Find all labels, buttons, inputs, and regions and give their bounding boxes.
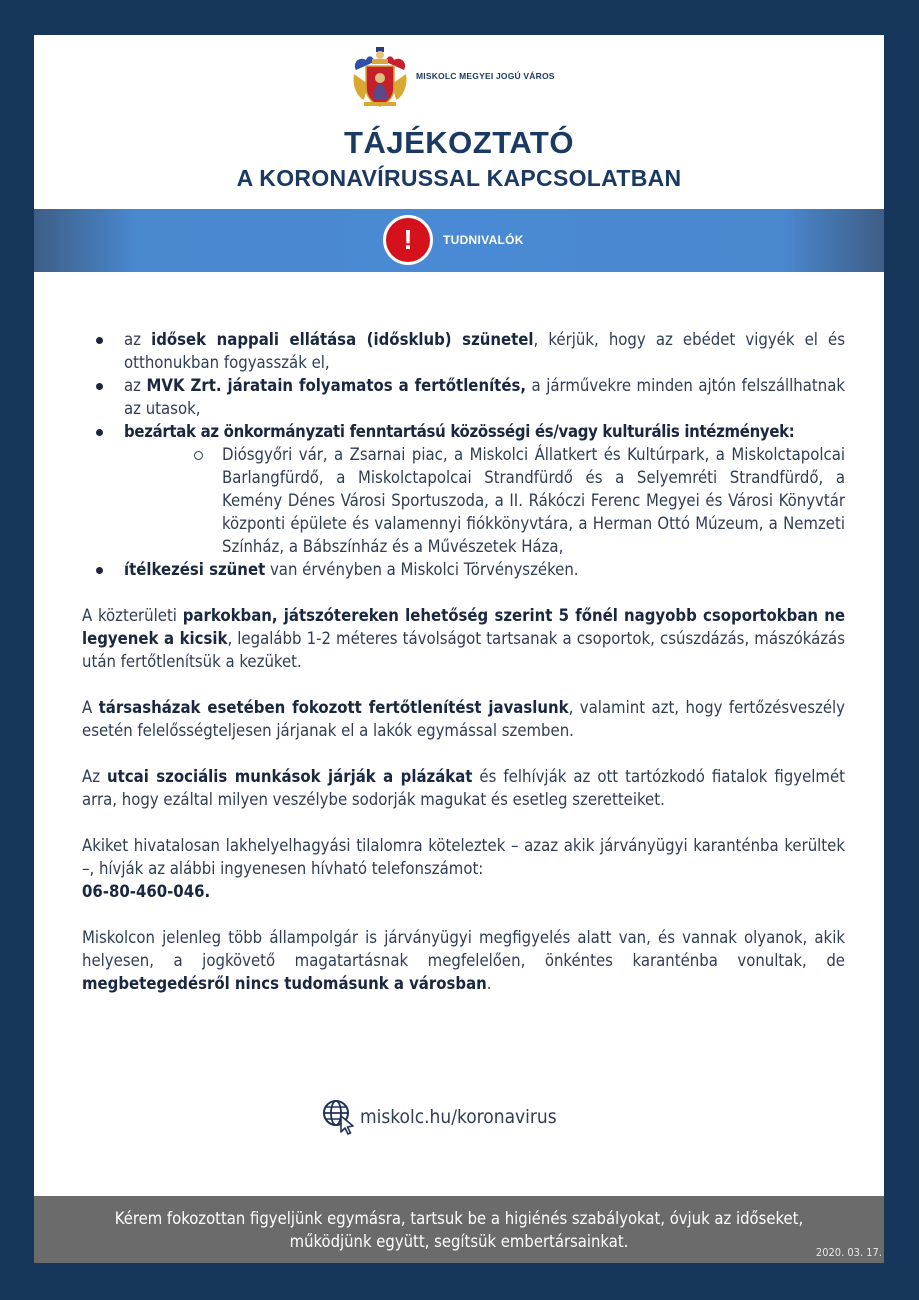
- bold-text: utcai szociális munkások járják a plázákat: [107, 767, 473, 786]
- list-item: [82, 328, 845, 374]
- text: van érvényben a Miskolci Törvényszéken.: [265, 560, 579, 579]
- bullet-icon: [96, 567, 103, 574]
- bold-text: társasházak esetében fokozott fertőtlenítést javaslunk: [98, 698, 569, 717]
- text: , valamint azt, hogy fertőzésveszély esetén felelősségteljesen járjanak el a lakók egymással szemben.: [82, 698, 845, 740]
- bold-text: MVK Zrt. járatain folyamatos a fertőtlenítés,: [146, 376, 527, 395]
- list-item: [82, 558, 845, 581]
- notice-panel: [34, 35, 884, 1263]
- text: A közterületi: [82, 606, 183, 625]
- website-link[interactable]: miskolc.hu/koronavirus: [360, 1106, 557, 1128]
- bullet-list: [82, 558, 845, 581]
- page-subtitle: A KORONAVÍRUSSAL KAPCSOLATBAN: [236, 165, 682, 191]
- bold-text: megbetegedésről nincs tudomásunk a városban: [82, 974, 487, 993]
- phone-number[interactable]: 06-80-460-046.: [82, 882, 211, 901]
- content: [82, 328, 845, 995]
- text: az: [124, 330, 152, 349]
- text: az: [124, 376, 147, 395]
- text: , kérjük, hogy az ebédet vigyék el és otthonukban fogyasszák el,: [124, 330, 845, 372]
- bullet-icon: [96, 337, 103, 344]
- list-item: [82, 420, 845, 443]
- bold-text: parkokban, játszótereken lehetőség szerint 5 főnél nagyobb csoportokban ne legyenek a kicsik: [82, 606, 845, 648]
- text: A: [82, 698, 99, 717]
- circle-bullet-icon: [194, 451, 203, 460]
- text: Diósgyőri vár, a Zsarnai piac, a Miskolci Állatkert és Kultúrpark, a Miskolctapolcai Barlangfürdő, a Miskolctapolcai Strandfürdő és a Selyemréti Strandfürdő, a Kemény Dénes Városi Sportuszoda, a II. Rákóczi Ferenc Megyei és Városi Könyvtár központi épülete és valamennyi fiókkönyvtára, a Herman Ottó Múzeum, a Nemzeti Színház, a Bábszínház és a Művészetek Háza,: [222, 445, 845, 556]
- text: Az: [82, 767, 108, 786]
- paragraph-playgrounds: [82, 604, 845, 673]
- paragraph-social-workers: [82, 765, 845, 811]
- text: , legalább 1-2 méteres távolságot tartsanak a csoportok, csúszdázás, mászókázás után fertőtlenítsük a kezüket.: [82, 629, 845, 671]
- sub-list-item: [222, 443, 845, 558]
- bullet-list: [82, 328, 845, 443]
- exclamation-icon: !: [383, 215, 433, 265]
- bullet-icon: [96, 429, 103, 436]
- bold-text: ítélkezési szünet: [124, 560, 266, 579]
- info-band: [34, 209, 884, 272]
- coat-of-arms-icon: [350, 44, 410, 108]
- date-stamp: 2020. 03. 17.: [815, 1246, 882, 1259]
- bullet-icon: [96, 383, 103, 390]
- bold-text: idősek nappali ellátása (idősklub) szünetel: [151, 330, 534, 349]
- logo-row: [350, 43, 555, 109]
- footer: [34, 1196, 884, 1263]
- paragraph-condominiums: [82, 696, 845, 742]
- text: Miskolcon jelenleg több állampolgár is járványügyi megfigyelés alatt van, és vannak olyanok, akik helyesen, a jogkövető magatartásnak megfelelően, önkéntes karanténba vonultak, de: [82, 928, 845, 970]
- page-title: TÁJÉKOZTATÓ: [344, 125, 574, 160]
- text: és felhívják az ott tartózkodó fiatalok figyelmét arra, hogy ezáltal milyen veszélybe sodorják magukat és esetleg szeretteiket.: [82, 767, 845, 809]
- footer-line: Kérem fokozottan figyeljünk egymásra, tartsuk be a higiénés szabályokat, óvjuk az időseket,: [114, 1209, 804, 1228]
- bold-text: bezártak az önkormányzati fenntartású közösségi és/vagy kulturális intézmények:: [124, 422, 795, 441]
- footer-message: [34, 1196, 884, 1253]
- text: Akiket hivatalosan lakhelyelhagyási tilalomra köteleztek – azaz akik járványügyi karanténba kerültek –, hívják az alábbi ingyenesen hívható telefonszámot:: [82, 836, 845, 878]
- paragraph-quarantine: [82, 834, 845, 903]
- text: .: [486, 974, 492, 993]
- globe-cursor-icon: [322, 1099, 356, 1135]
- sub-bullet-list: [82, 443, 845, 558]
- band-label: TUDNIVALÓK: [443, 233, 524, 247]
- footer-line: működjünk együtt, segítsük embertársainkat.: [289, 1232, 629, 1251]
- list-item: [82, 374, 845, 420]
- paragraph-status: [82, 926, 845, 995]
- header: [34, 35, 884, 209]
- city-name: MISKOLC MEGYEI JOGÚ VÁROS: [416, 71, 555, 81]
- website-row: [322, 1099, 557, 1135]
- text: a járművekre minden ajtón felszállhatnak az utasok,: [124, 376, 845, 418]
